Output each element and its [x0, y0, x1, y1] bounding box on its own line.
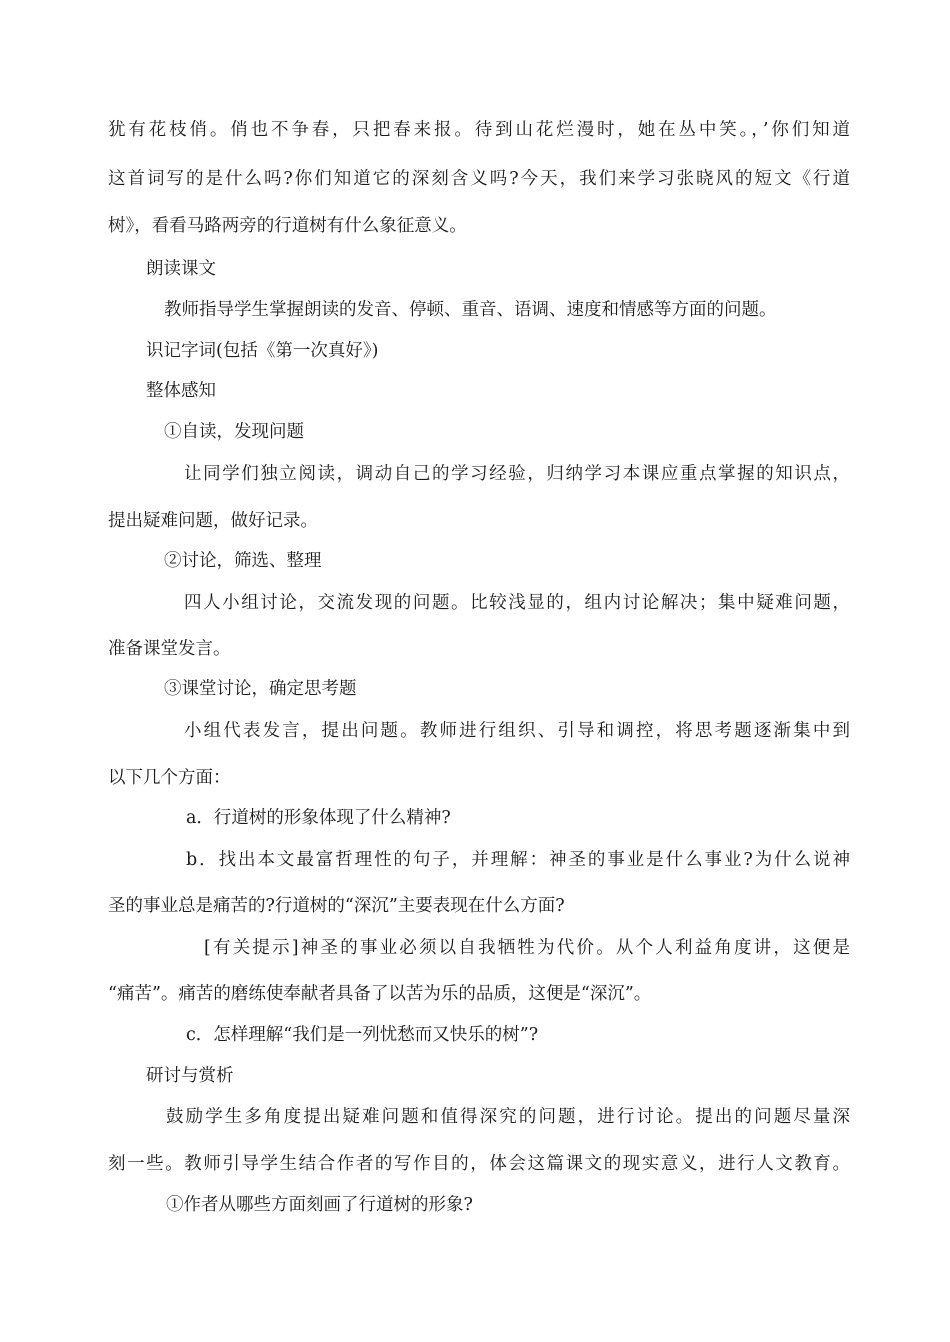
subsection-heading: ③课堂讨论，确定思考题 [164, 679, 357, 699]
section-heading: 整体感知 [146, 381, 216, 401]
paragraph-line: 刻一些。教师引导学生结合作者的写作目的，体会这篇课文的现实意义，进行人文教育。 [108, 1154, 850, 1174]
question-item: b．找出本文最富哲理性的句子，并理解：神圣的事业是什么事业?为什么说神 [186, 850, 850, 870]
paragraph-line: 以下几个方面： [108, 768, 231, 788]
question-item: c．怎样理解“我们是一列忧愁而又快乐的树”? [186, 1025, 539, 1045]
paragraph-line: 鼓励学生多角度提出疑难问题和值得深究的问题，进行讨论。提出的问题尽量深 [166, 1107, 850, 1127]
text-line: 树》，看看马路两旁的行道树有什么象征意义。 [108, 216, 467, 236]
section-heading: 朗读课文 [146, 259, 216, 279]
paragraph-line: 提出疑难问题，做好记录。 [108, 511, 318, 531]
text-line: 这首词写的是什么吗?你们知道它的深刻含义吗?今天，我们来学习张晓风的短文《行道 [108, 169, 850, 189]
question-item: 圣的事业总是痛苦的?行道树的“深沉”主要表现在什么方面? [108, 896, 565, 916]
text-line: 犹有花枝俏。俏也不争春，只把春来报。待到山花烂漫时，她在丛中笑。，’你们知道 [108, 120, 850, 140]
subsection-heading: ②讨论，筛选、整理 [164, 551, 322, 571]
question-item: a．行道树的形象体现了什么精神? [186, 808, 451, 828]
paragraph-line: 准备课堂发言。 [108, 639, 231, 659]
section-heading: 研讨与赏析 [146, 1066, 234, 1086]
paragraph-line: 教师指导学生掌握朗读的发音、停顿、重音、语调、速度和情感等方面的问题。 [164, 300, 777, 320]
paragraph-line: 四人小组讨论，交流发现的问题。比较浅显的，组内讨论解决；集中疑难问题， [184, 593, 850, 613]
paragraph-line: 让同学们独立阅读，调动自己的学习经验，归纳学习本课应重点掌握的知识点， [184, 464, 850, 484]
subsection-heading: ①自读，发现问题 [164, 422, 304, 442]
hint-line: “痛苦”。痛苦的磨练使奉献者具备了以苦为乐的品质，这便是“深沉”。 [108, 984, 652, 1004]
hint-line: [有关提示]神圣的事业必须以自我牺牲为代价。从个人利益角度讲，这便是 [204, 938, 850, 958]
paragraph-line: 小组代表发言，提出问题。教师进行组织、引导和调控，将思考题逐渐集中到 [184, 721, 850, 741]
subsection-heading: ①作者从哪些方面刻画了行道树的形象? [166, 1195, 473, 1215]
section-heading: 识记字词(包括《第一次真好》) [146, 341, 379, 361]
